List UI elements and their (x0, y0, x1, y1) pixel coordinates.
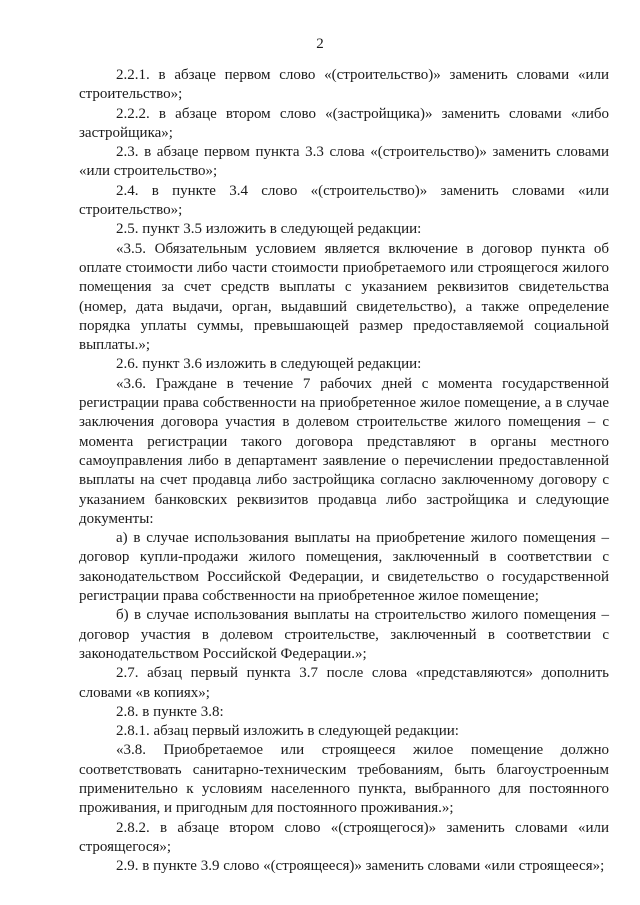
paragraph-2-6: 2.6. пункт 3.6 изложить в следующей редакции: (116, 356, 422, 373)
paragraph-2-7: 2.7. абзац первый пункта 3.7 после слова «представляются» дополнить словами «в копиях»; (79, 665, 609, 701)
paragraph-2-8-2: 2.8.2. в абзаце втором слово «(строящегося)» заменить словами «или строящегося»; (79, 819, 609, 855)
paragraph-2-8: 2.8. в пункте 3.8: (116, 703, 224, 720)
paragraph-3-6-b: б) в случае использования выплаты на строительство жилого помещения – договор участия в долевом строительстве, заключенный в соответствии с законодательством Российской Федерации.»; (79, 607, 609, 662)
paragraph-3-6-a: а) в случае использования выплаты на приобретение жилого помещения – договор купли-продажи жилого помещения, заключенный в соответствии с законодательством Российской Федерации, и свидетельство о государственной регистрации права собственности на приобретенное жилое помещение; (79, 530, 609, 605)
paragraph-3-5-quote: «3.5. Обязательным условием является включение в договор пункта об оплате стоимости либо части стоимости приобретаемого или строящегося жилого помещения за счет средств выплаты с указанием реквизитов свидетельства (номер, дата выдачи, орган, выдавший свидетельство), а также определение порядка уплаты суммы, превышающей размер предоставляемой социальной выплаты.»; (79, 240, 609, 354)
paragraph-2-3: 2.3. в абзаце первом пункта 3.3 слова «(строительство)» заменить словами «или строительство»; (79, 144, 609, 180)
page-number: 2 (316, 36, 324, 52)
paragraph-2-4: 2.4. в пункте 3.4 слово «(строительство)» заменить словами «или строительство»; (79, 182, 609, 219)
paragraph-3-6-quote: «3.6. Граждане в течение 7 рабочих дней с момента государственной регистрации права собственности на приобретенное жилое помещение, а в случае заключения договора участия в долевом строительстве жилого помещения – с момента регистрации такого договора представляют в органы местного самоуправления либо в департамент заявление о перечислении предоставленной выплаты на счет продавца либо застройщика согласно заключенному договору с указанием банковских реквизитов продавца либо застройщика и следующие документы: (79, 375, 609, 527)
paragraph-2-9: 2.9. в пункте 3.9 слово «(строящееся)» заменить словами «или строящееся»; (116, 858, 605, 875)
paragraph-3-8-quote: «3.8. Приобретаемое или строящееся жилое помещение должно соответствовать санитарно-техническим требованиям, быть благоустроенным применительно к условиям населенного пункта, выбранного для постоянного проживания, и пригодным для постоянного проживания.»; (79, 742, 609, 817)
document-body (79, 66, 609, 876)
paragraph-2-8-1: 2.8.1. абзац первый изложить в следующей редакции: (116, 723, 459, 740)
paragraph-2-2-2: 2.2.2. в абзаце втором слово «(застройщика)» заменить словами «либо застройщика»; (79, 105, 609, 141)
paragraph-2-2-1: 2.2.1. в абзаце первом слово «(строительство)» заменить словами «или строительство»; (79, 67, 609, 103)
paragraph-2-5: 2.5. пункт 3.5 изложить в следующей редакции: (116, 221, 422, 238)
